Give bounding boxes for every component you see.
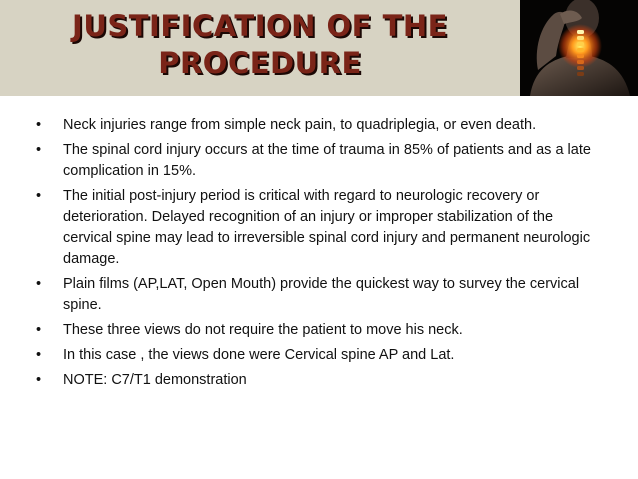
bullet-marker: • [36,372,42,388]
slide-title-line-1: JUSTIFICATION OF THE [72,9,448,43]
bullet-marker: • [36,188,42,204]
bullet-item [36,320,606,341]
bullet-text: These three views do not require the patient to move his neck. [63,322,463,338]
bullet-marker: • [36,347,42,363]
bullet-text: NOTE: C7/T1 demonstration [63,372,247,388]
bullet-text: Plain films (AP,LAT, Open Mouth) provide the quickest way to survey the cervical spine. [63,276,580,313]
bullet-text: The spinal cord injury occurs at the time of trauma in 85% of patients and as a late complication in 15%. [63,142,591,179]
bullet-marker: • [36,276,42,292]
bullet-text: Neck injuries range from simple neck pain, to quadriplegia, or even death. [63,117,537,133]
bullet-text: In this case , the views done were Cervical spine AP and Lat. [63,347,455,363]
bullet-item [36,345,606,366]
slide-title [0,8,520,82]
slide-title-line-2: PROCEDURE [158,46,362,80]
title-band [0,0,638,96]
bullet-item [36,186,606,270]
bullet-item [36,140,606,182]
bullet-marker: • [36,322,42,338]
bullet-list [36,115,606,395]
neck-pain-illustration [520,0,638,96]
bullet-item [36,274,606,316]
bullet-item [36,115,606,136]
bullet-marker: • [36,142,42,158]
bullet-item [36,370,606,391]
bullet-marker: • [36,117,42,133]
bullet-text: The initial post-injury period is critical with regard to neurologic recovery or deterioration. Delayed recognition of an injury or improper stabilization of the cervical spine may lead to irreversible spinal cord injury and permanent neurologic damage. [63,188,591,267]
